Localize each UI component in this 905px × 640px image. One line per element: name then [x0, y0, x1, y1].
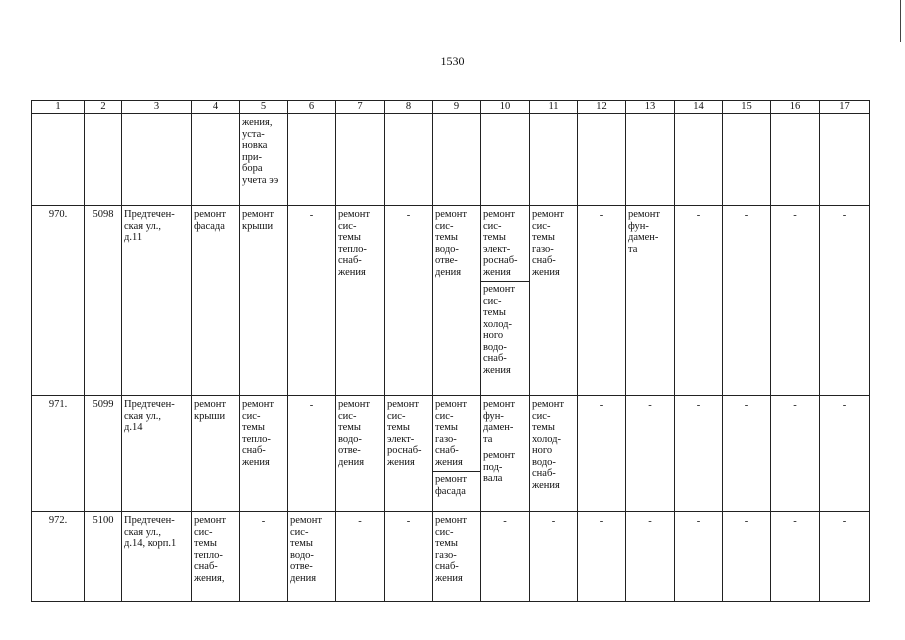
work-cell: -: [626, 512, 675, 602]
work-cell-split: [433, 396, 481, 512]
table-row: [32, 206, 870, 396]
row-number: 972.: [32, 512, 85, 602]
row-address: Предтечен- ская ул., д.11: [122, 206, 192, 396]
table-row: [32, 396, 870, 512]
table-row: [32, 512, 870, 602]
work-cell: -: [240, 512, 288, 602]
work-cell: ремонт сис- темы тепло- снаб- жения: [240, 396, 288, 512]
header-cell: 5: [240, 101, 288, 114]
work-cell: -: [288, 396, 336, 512]
work-cell: -: [626, 396, 675, 512]
work-cell: ремонт сис- темы элект- роснаб- жения: [385, 396, 433, 512]
header-cell: 6: [288, 101, 336, 114]
row-code: 5099: [85, 396, 122, 512]
work-cell: ремонт фасада: [192, 206, 240, 396]
work-cell: ремонт сис- темы газо- снаб- жения: [433, 512, 481, 602]
work-subcell: ремонт под- вала: [483, 450, 516, 484]
work-cell: -: [578, 512, 626, 602]
header-cell: 9: [433, 101, 481, 114]
work-cell: -: [723, 396, 771, 512]
page-number: 1530: [440, 54, 465, 68]
work-subcell: ремонт сис- темы холод- ного водо- снаб- жения: [481, 281, 529, 376]
work-cell: ремонт сис- темы тепло- снаб- жения: [336, 206, 385, 396]
page-edge-line: [900, 0, 901, 42]
work-cell: -: [771, 512, 820, 602]
work-cell: -: [820, 396, 870, 512]
header-cell: 3: [122, 101, 192, 114]
row-address: Предтечен- ская ул., д.14: [122, 396, 192, 512]
header-cell: 7: [336, 101, 385, 114]
header-cell: 11: [530, 101, 578, 114]
work-cell: -: [530, 512, 578, 602]
work-cell: -: [675, 512, 723, 602]
work-cell: -: [820, 512, 870, 602]
work-cell: ремонт сис- темы водо- отве- дения: [288, 512, 336, 602]
header-cell: 4: [192, 101, 240, 114]
work-subcell: ремонт сис- темы элект- роснаб- жения: [483, 209, 518, 278]
work-cell-split: [481, 206, 530, 396]
work-cell-split: [481, 396, 530, 512]
work-cell: ремонт сис- темы тепло- снаб- жения,: [192, 512, 240, 602]
work-cell: ремонт крыши: [192, 396, 240, 512]
header-cell: 14: [675, 101, 723, 114]
header-cell: 1: [32, 101, 85, 114]
header-cell: 17: [820, 101, 870, 114]
continuation-row: [32, 114, 870, 206]
work-cell: -: [481, 512, 530, 602]
row-code: 5100: [85, 512, 122, 602]
work-cell: -: [578, 206, 626, 396]
work-cell: -: [385, 206, 433, 396]
header-cell: 8: [385, 101, 433, 114]
work-subcell: ремонт фун- дамен- та: [483, 399, 516, 445]
row-code: 5098: [85, 206, 122, 396]
continuation-cell: жения, уста- новка при- бора учета ээ: [240, 114, 288, 206]
work-cell: -: [820, 206, 870, 396]
work-cell: ремонт крыши: [240, 206, 288, 396]
work-cell: -: [336, 512, 385, 602]
row-number: 971.: [32, 396, 85, 512]
work-cell: -: [771, 206, 820, 396]
work-cell: ремонт сис- темы холод- ного водо- снаб- жения: [530, 396, 578, 512]
work-cell: -: [771, 396, 820, 512]
work-cell: -: [723, 206, 771, 396]
work-cell: ремонт сис- темы водо- отве- дения: [433, 206, 481, 396]
work-cell: ремонт сис- темы водо- отве- дения: [336, 396, 385, 512]
work-cell: -: [288, 206, 336, 396]
work-cell: -: [675, 206, 723, 396]
work-cell: ремонт фун- дамен- та: [626, 206, 675, 396]
work-cell: -: [675, 396, 723, 512]
header-cell: 12: [578, 101, 626, 114]
work-cell: -: [723, 512, 771, 602]
row-address: Предтечен- ская ул., д.14, корп.1: [122, 512, 192, 602]
header-cell: 15: [723, 101, 771, 114]
works-table: [31, 100, 870, 602]
work-cell: ремонт сис- темы газо- снаб- жения: [530, 206, 578, 396]
header-cell: 16: [771, 101, 820, 114]
work-subcell: ремонт сис- темы газо- снаб- жения: [435, 399, 468, 468]
work-cell: -: [578, 396, 626, 512]
header-cell: 10: [481, 101, 530, 114]
row-number: 970.: [32, 206, 85, 396]
header-cell: 13: [626, 101, 675, 114]
work-subcell: ремонт фасада: [433, 471, 480, 497]
header-cell: 2: [85, 101, 122, 114]
header-row: [32, 101, 870, 114]
work-cell: -: [385, 512, 433, 602]
